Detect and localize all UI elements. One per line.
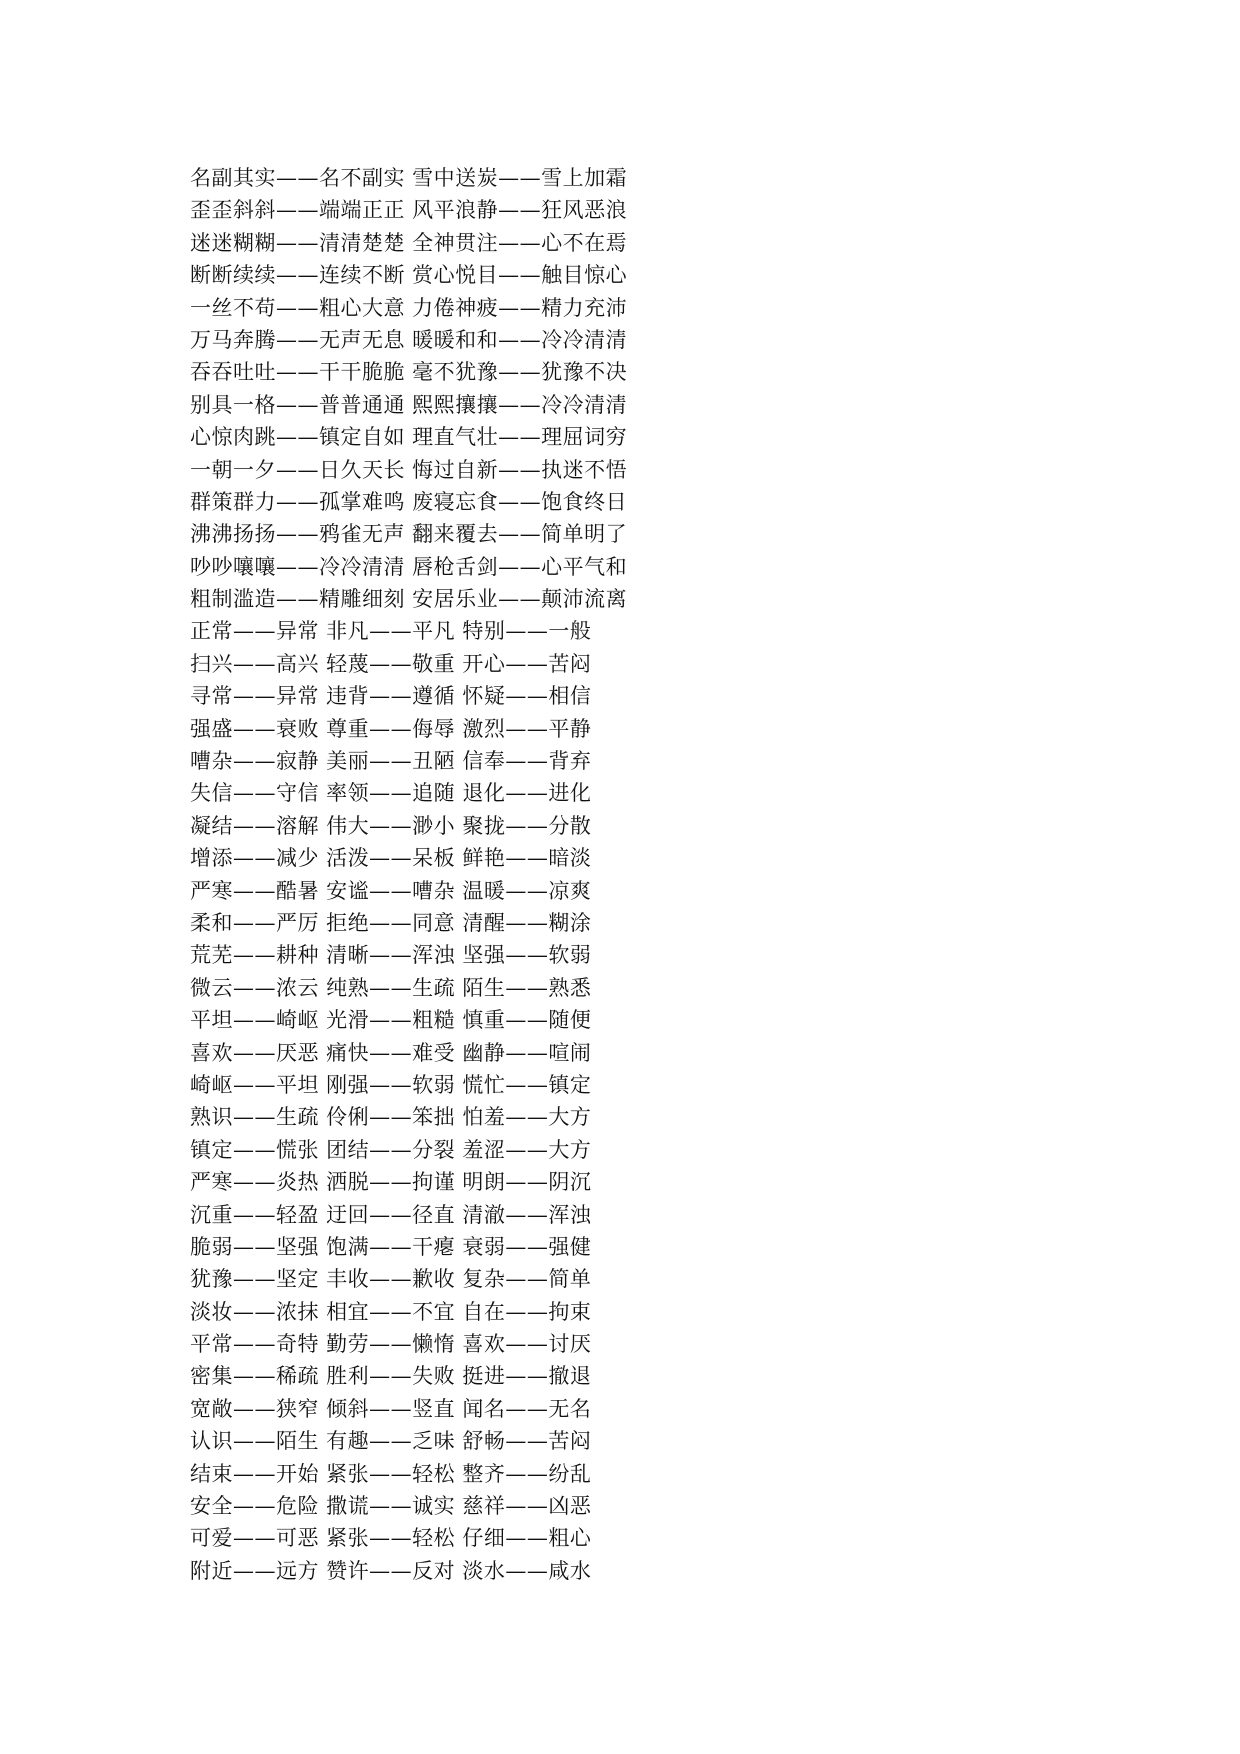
text-line: 微云——浓云 纯熟——生疏 陌生——熟悉 xyxy=(190,975,592,1000)
antonym-list xyxy=(190,162,627,1587)
text-line: 扫兴——高兴 轻蔑——敬重 开心——苦闷 xyxy=(190,651,592,676)
text-line: 强盛——衰败 尊重——侮辱 激烈——平静 xyxy=(190,716,592,741)
text-line: 断断续续——连续不断 赏心悦目——触目惊心 xyxy=(190,263,628,288)
text-line: 迷迷糊糊——清清楚楚 全神贯注——心不在焉 xyxy=(190,230,628,255)
text-line: 增添——减少 活泼——呆板 鲜艳——暗淡 xyxy=(190,846,592,871)
text-line: 吞吞吐吐——干干脆脆 毫不犹豫——犹豫不决 xyxy=(190,360,628,385)
text-line: 平坦——崎岖 光滑——粗糙 慎重——随便 xyxy=(190,1008,592,1033)
text-line: 沉重——轻盈 迂回——径直 清澈——浑浊 xyxy=(190,1202,592,1227)
text-line: 粗制滥造——精雕细刻 安居乐业——颠沛流离 xyxy=(190,587,628,612)
text-line: 嘈杂——寂静 美丽——丑陋 信奉——背弃 xyxy=(190,749,592,774)
text-line: 吵吵嚷嚷——冷冷清清 唇枪舌剑——心平气和 xyxy=(190,554,628,579)
text-line: 犹豫——坚定 丰收——歉收 复杂——简单 xyxy=(190,1267,592,1292)
text-line: 歪歪斜斜——端端正正 风平浪静——狂风恶浪 xyxy=(190,198,628,223)
text-line: 平常——奇特 勤劳——懒惰 喜欢——讨厌 xyxy=(190,1332,592,1357)
text-line: 万马奔腾——无声无息 暖暖和和——冷冷清清 xyxy=(190,327,628,352)
text-line: 别具一格——普普通通 熙熙攘攘——冷冷清清 xyxy=(190,392,628,417)
text-line: 安全——危险 撒谎——诚实 慈祥——凶恶 xyxy=(190,1494,592,1519)
text-line: 群策群力——孤掌难鸣 废寝忘食——饱食终日 xyxy=(190,489,628,514)
text-line: 正常——异常 非凡——平凡 特别——一般 xyxy=(190,619,592,644)
text-line: 严寒——炎热 洒脱——拘谨 明朗——阴沉 xyxy=(190,1170,592,1195)
text-line: 名副其实——名不副实 雪中送炭——雪上加霜 xyxy=(190,166,628,190)
text-line: 柔和——严厉 拒绝——同意 清醒——糊涂 xyxy=(190,910,592,935)
text-line: 一丝不苟——粗心大意 力倦神疲——精力充沛 xyxy=(190,295,628,320)
text-line: 严寒——酷暑 安谧——嘈杂 温暖——凉爽 xyxy=(190,878,592,903)
text-line: 结束——开始 紧张——轻松 整齐——纷乱 xyxy=(190,1461,592,1486)
text-line: 认识——陌生 有趣——乏味 舒畅——苦闷 xyxy=(190,1429,592,1454)
text-line: 熟识——生疏 伶俐——笨拙 怕羞——大方 xyxy=(190,1105,592,1130)
text-line: 宽敞——狭窄 倾斜——竖直 闻名——无名 xyxy=(190,1396,592,1421)
text-line: 附近——远方 赞许——反对 淡水——咸水 xyxy=(190,1558,592,1583)
text-line: 镇定——慌张 团结——分裂 羞涩——大方 xyxy=(190,1137,592,1162)
text-line: 崎岖——平坦 刚强——软弱 慌忙——镇定 xyxy=(190,1072,592,1097)
text-line: 密集——稀疏 胜利——失败 挺进——撤退 xyxy=(190,1364,592,1389)
text-line: 荒芜——耕种 清晰——浑浊 坚强——软弱 xyxy=(190,943,592,968)
text-line: 可爱——可恶 紧张——轻松 仔细——粗心 xyxy=(190,1526,592,1551)
text-line: 脆弱——坚强 饱满——干瘪 衰弱——强健 xyxy=(190,1234,592,1259)
text-line: 失信——守信 率领——追随 退化——进化 xyxy=(190,781,592,806)
text-line: 沸沸扬扬——鸦雀无声 翻来覆去——简单明了 xyxy=(190,522,628,547)
text-line: 凝结——溶解 伟大——渺小 聚拢——分散 xyxy=(190,813,592,838)
text-line: 心惊肉跳——镇定自如 理直气壮——理屈词穷 xyxy=(190,425,628,450)
text-line: 喜欢——厌恶 痛快——难受 幽静——喧闹 xyxy=(190,1040,592,1065)
text-line: 淡妆——浓抹 相宜——不宜 自在——拘束 xyxy=(190,1299,592,1324)
text-line: 一朝一夕——日久天长 悔过自新——执迷不悟 xyxy=(190,457,628,482)
text-line: 寻常——异常 违背——遵循 怀疑——相信 xyxy=(190,684,592,709)
